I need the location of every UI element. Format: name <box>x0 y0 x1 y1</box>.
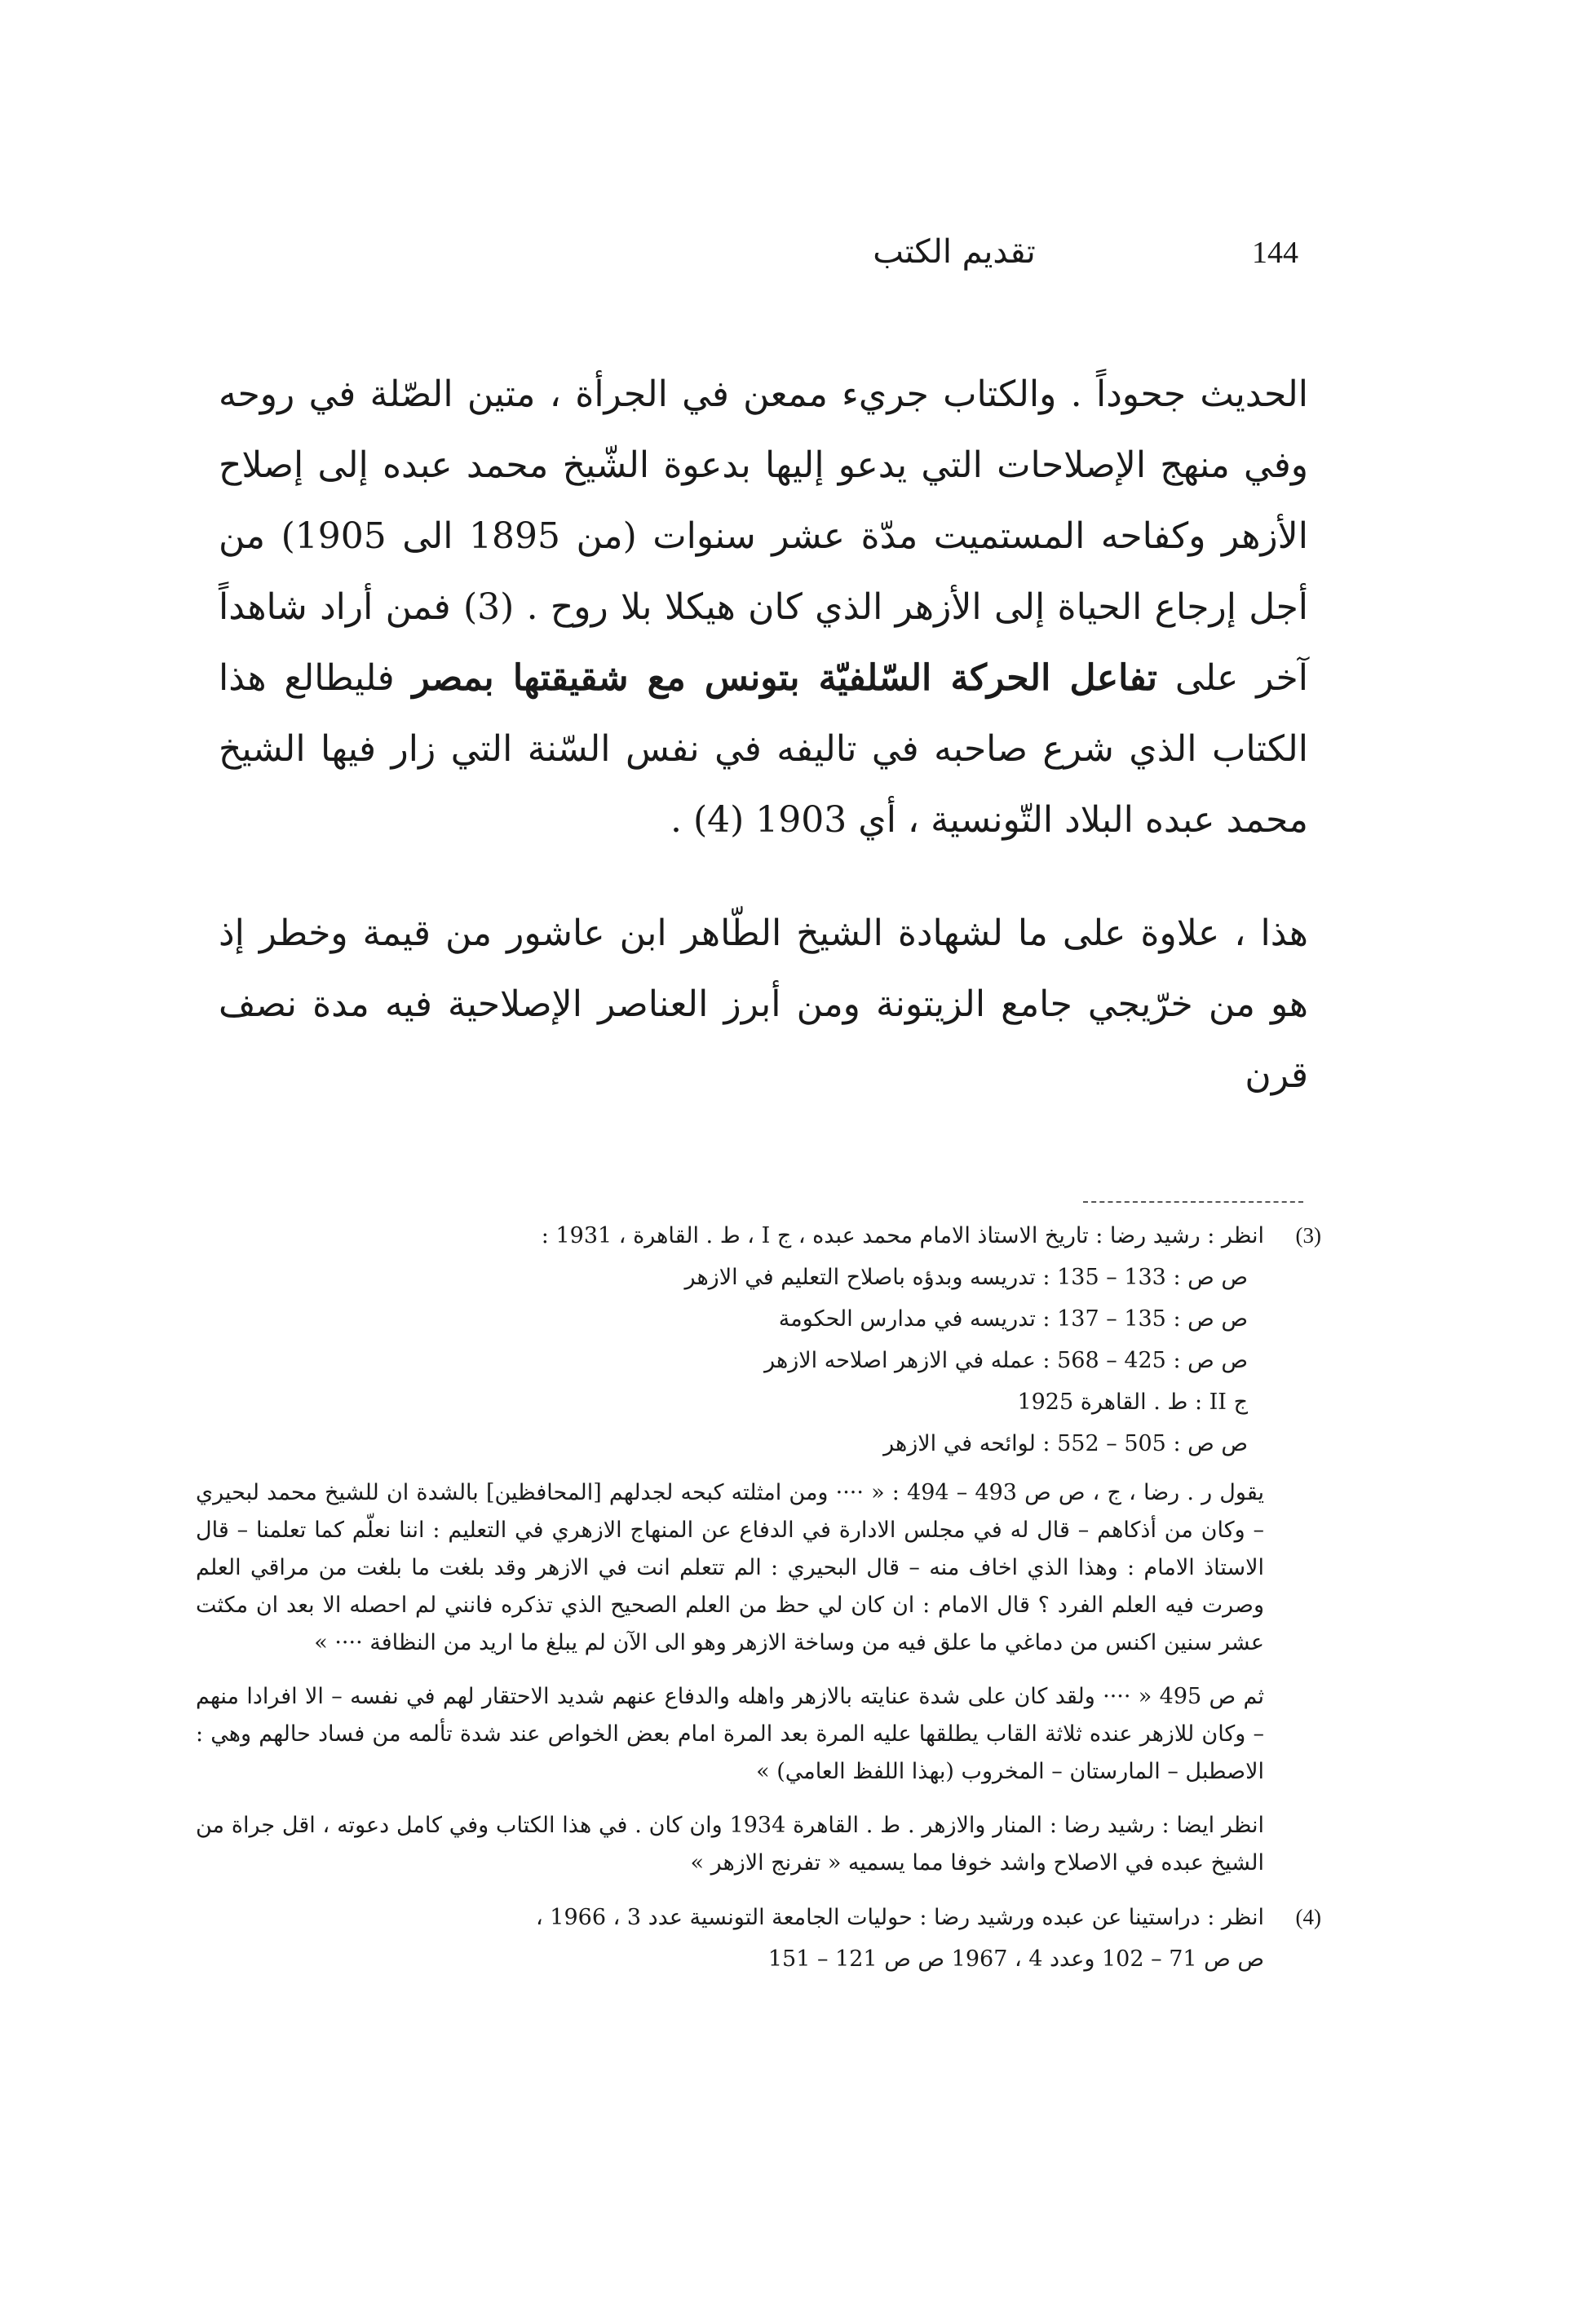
page-header <box>220 228 1329 294</box>
emphasized-phrase: تفاعل الحركة السّلفيّة بتونس مع شقيقتها بمصر <box>412 657 1158 699</box>
footnote-3-line: انظر : رشيد رضا : تاريخ الاستاذ الامام محمد عبده ، ج I ، ط . القاهرة ، 1931 : <box>541 1223 1264 1248</box>
footnote-3-number: (3) <box>1295 1223 1321 1248</box>
page-number: 144 <box>1252 236 1298 270</box>
footnote-4 <box>196 1897 1321 1980</box>
footnote-3-line: ص ص : 505 – 552 : لوائحه في الازهر <box>883 1431 1248 1456</box>
footnote-3 <box>196 1215 1321 1882</box>
running-title: تقديم الكتب <box>873 233 1036 271</box>
footnote-3-line: ص ص : 425 – 568 : عمله في الازهر اصلاحه الازهر <box>764 1348 1248 1373</box>
paragraph-1-part-2: فليطالع هذا الكتاب الذي شرع صاحبه في تاليفه في نفس السّنة التي زار فيها الشيخ محمد عبده البلاد التّونسية ، أي 1903 (4) . <box>219 657 1308 841</box>
footnote-3-quote-2: ثم ص 495 « ···· ولقد كان على شدة عنايته بالازهر واهله والدفاع عنهم شديد الاحتقار لهم في نفسه – الا افرادا منهم – وكان للازهر عنده ثلاثة القاب يطلقها عليه المرة بعد المرة امام بعض الخواص عند شدة تألمه من فساد حالهم وهي : الاصطبل – المارستان – المخروب (بهذا اللفظ العامي) » <box>196 1684 1264 1784</box>
footnote-3-line: ص ص : 133 – 135 : تدريسه وبدؤه باصلاح التعليم في الازهر <box>684 1265 1248 1290</box>
main-text <box>219 359 1308 1111</box>
footnotes <box>196 1215 1321 1980</box>
footnote-4-line-1: انظر : دراستينا عن عبده ورشيد رضا : حوليات الجامعة التونسية عدد 3 ، 1966 ، <box>535 1905 1264 1930</box>
footnote-3-body <box>196 1215 1264 1882</box>
footnote-3-quote-3: انظر ايضا : رشيد رضا : المنار والازهر . ط . القاهرة 1934 وان كان . في هذا الكتاب وفي كامل دعوته ، اقل جراة من الشيخ عبده في الاصلاح واشد خوفا مما يسميه « تفرنج الازهر » <box>196 1813 1264 1876</box>
footnote-3-line: ج II : ط . القاهرة 1925 <box>1017 1390 1248 1415</box>
paragraph-1 <box>219 359 1308 855</box>
footnote-3-quote-1: يقول ر . رضا ، ج ، ص ص 493 – 494 : « ···· ومن امثلته كبحه لجدلهم [المحافظين] بالشدة ان للشيخ محمد لبحيري – وكان من أذكاهم – قال له في مجلس الادارة في الدفاع عن المنهاج الازهري في التعليم : اننا نعلّم كما تعلمنا – قال الاستاذ الامام : وهذا الذي اخاف منه – قال البحيري : الم تتعلم انت في الازهر وقد بلغت ما بلغت من مراقي العلم وصرت فيه العلم الفرد ؟ قال الامام : ان كان لي حظ من العلم الصحيح الذي تذكره فانني لم احصله الا بعد ان مكثت عشر سنين اكنس من دماغي ما علق فيه من وساخة الازهر وهو الى الآن لم يبلغ ما اريد من النظافة ···· » <box>196 1480 1265 1655</box>
footnote-4-body <box>196 1897 1264 1980</box>
paragraph-1-part-1: الحديث جحوداً . والكتاب جريء ممعن في الجرأة ، متين الصّلة في روحه وفي منهج الإصلاحات التي يدعو إليها بدعوة الشّيخ محمد عبده إلى إصلاح الأزهر وكفاحه المستميت مدّة عشر سنوات (من 1895 الى 1905) من أجل إرجاع الحياة إلى الأزهر الذي كان هيكلا بلا روح . (3) فمن أراد شاهداً آخر على <box>219 373 1308 699</box>
paragraph-2: هذا ، علاوة على ما لشهادة الشيخ الطّاهر ابن عاشور من قيمة وخطر إذ هو من خرّيجي جامع الزيتونة ومن أبرز العناصر الإصلاحية فيه مدة نصف قرن <box>219 912 1308 1096</box>
footnote-3-line: ص ص : 135 – 137 : تدريسه في مدارس الحكومة <box>778 1306 1248 1332</box>
footnote-4-line-2: ص ص 71 – 102 وعدد 4 ، 1967 ص ص 121 – 151 <box>767 1946 1264 1972</box>
footnote-4-number: (4) <box>1295 1905 1321 1929</box>
footnote-separator <box>1083 1201 1303 1203</box>
